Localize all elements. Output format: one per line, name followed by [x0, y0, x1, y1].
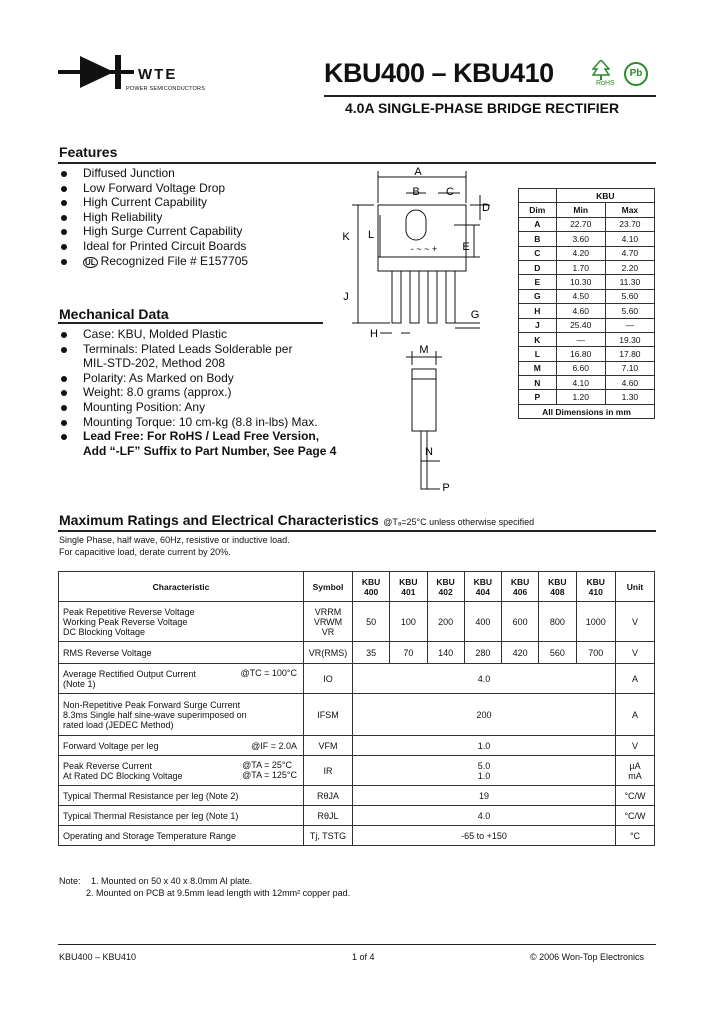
table-row: K — 19.30: [519, 332, 655, 346]
list-item: Ideal for Printed Circuit Boards: [59, 239, 319, 254]
ratings-table: Characteristic Symbol KBU 400 KBU 401 KBU 402 KBU 404 KBU 406 KBU 408 KBU 410 Unit Peak Repetitive Reverse Voltage Working Peak Reverse Voltage DC Blocking Voltage VRRM VRWM VR 50 100 200 400 600 800 1000 V RMS Reverse Voltage VR(RMS) 35 70 140 280 420 560 700 V Average Rectified Output Current (Note 1) @TC = 100°C IO 4.0 A Non-Repetitive Peak Forward Surge Current 8.3ms Single half sine-wave superimposed on rated load (JEDEC Method) IFSM 200 A Forward Voltage per leg @IF = 2.0A VFM 1.0 V Peak Reverse Current At Rated DC Blocking Voltage @TA = 25°C @TA = 125°C IR 5.0 1.0 µA mA Typical Thermal Resistance per leg (Note 2) RθJA 19 °C/W Typical Thermal Resistance per leg (Note 1) RθJL 4.0 °C/W Operating and Storage Temperature Range Tj, TSTG -65 to +150 °C: [58, 571, 655, 846]
rohs-badge: [590, 60, 616, 90]
dim-label-j: J: [343, 291, 349, 303]
page-subtitle: 4.0A SINGLE-PHASE BRIDGE RECTIFIER: [345, 100, 620, 116]
dimension-table: KBU Dim Min Max A 22.70 23.70 B 3.60 4.10 C 4.20 4.70 D 1.70 2.20 E 10.30 11.30 G 4.50 5.60 H 4.60 5.60 J 25.40 — K — 19.30 L 16.80 17.80 M 6.60 7.10 N 4.10 4.60 P 1.20 1.30 All Dimensions in mm: [518, 188, 655, 419]
dim-label-c: C: [446, 186, 454, 198]
note-2: 2. Mounted on PCB at 9.5mm lead length with 12mm² copper pad.: [86, 888, 351, 898]
list-item: Weight: 8.0 grams (approx.): [59, 385, 359, 400]
ratings-note-1: Single Phase, half wave, 60Hz, resistive or inductive load.: [59, 535, 290, 545]
footer-page-number: 1 of 4: [352, 952, 375, 962]
list-item: UL Recognized File # E157705: [59, 254, 319, 271]
table-row: Typical Thermal Resistance per leg (Note 1) RθJL 4.0 °C/W: [59, 806, 655, 826]
table-row: Operating and Storage Temperature Range Tj, TSTG -65 to +150 °C: [59, 826, 655, 846]
footer-left: KBU400 – KBU410: [59, 952, 137, 962]
table-row: Average Rectified Output Current (Note 1) @TC = 100°C IO 4.0 A: [59, 664, 655, 694]
rohs-tree-icon: [592, 60, 610, 82]
list-item: Terminals: Plated Leads Solderable per: [59, 342, 359, 357]
list-item: Low Forward Voltage Drop: [59, 181, 319, 196]
table-row: E 10.30 11.30: [519, 275, 655, 289]
list-item: Mounting Position: Any: [59, 400, 359, 415]
dim-label-g: G: [470, 309, 480, 321]
ratings-note-2: For capacitive load, derate current by 20%.: [59, 547, 231, 557]
dim-label-l: L: [367, 229, 375, 241]
list-item: High Current Capability: [59, 195, 319, 210]
table-row: N 4.10 4.60: [519, 376, 655, 390]
list-item: Lead Free: For RoHS / Lead Free Version,: [59, 429, 359, 444]
list-item: Diffused Junction: [59, 166, 319, 181]
table-row: Peak Reverse Current At Rated DC Blocking Voltage @TA = 25°C @TA = 125°C IR 5.0 1.0 µA mA: [59, 756, 655, 786]
ratings-title: Maximum Ratings and Electrical Characteristics: [59, 512, 379, 528]
polarity-marking: - ~ ~ +: [410, 244, 438, 254]
footer-copyright: © 2006 Won-Top Electronics: [530, 952, 645, 962]
table-row: B 3.60 4.10: [519, 232, 655, 246]
dim-label-h: H: [370, 328, 378, 340]
dim-label-n: N: [425, 446, 433, 458]
dim-label-p: P: [442, 482, 450, 494]
ratings-rule: [58, 530, 656, 532]
footer-rule: [58, 944, 656, 945]
dim-label-b: B: [412, 186, 420, 198]
ratings-condition: @Tₐ=25°C unless otherwise specified: [383, 517, 535, 527]
table-row: P 1.20 1.30: [519, 390, 655, 404]
dim-label-a: A: [414, 166, 422, 178]
table-row: RMS Reverse Voltage VR(RMS) 35 70 140 280 420 560 700 V: [59, 642, 655, 664]
notes: Note: 1. Mounted on 50 x 40 x 8.0mm Al plate.: [59, 876, 253, 886]
table-row: Peak Repetitive Reverse Voltage Working Peak Reverse Voltage DC Blocking Voltage VRRM VRWM VR 50 100 200 400 600 800 1000 V: [59, 602, 655, 642]
ul-logo-icon: UL: [85, 257, 96, 267]
list-item: Mounting Torque: 10 cm-kg (8.8 in-lbs) Max.: [59, 415, 359, 430]
features-list: [59, 166, 319, 270]
header-rule: [324, 95, 656, 97]
table-row: M 6.60 7.10: [519, 361, 655, 375]
page-title: KBU400 – KBU410: [324, 58, 554, 88]
features-title: Features: [59, 144, 118, 160]
table-row: Non-Repetitive Peak Forward Surge Current 8.3ms Single half sine-wave superimposed on rated load (JEDEC Method) IFSM 200 A: [59, 694, 655, 736]
table-row: C 4.20 4.70: [519, 246, 655, 260]
list-item: Polarity: As Marked on Body: [59, 371, 359, 386]
rohs-label: RoHS: [596, 80, 615, 87]
dim-label-e: E: [462, 241, 470, 253]
table-row: D 1.70 2.20: [519, 260, 655, 274]
list-item: MIL-STD-202, Method 208: [83, 356, 226, 371]
list-item: High Reliability: [59, 210, 319, 225]
list-item: High Surge Current Capability: [59, 224, 319, 239]
dim-label-m: M: [419, 344, 429, 356]
company-logo: [58, 52, 218, 97]
list-item: Add “-LF” Suffix to Part Number, See Page 4: [83, 443, 337, 458]
mechanical-list: [59, 327, 359, 458]
mechanical-title: Mechanical Data: [59, 306, 169, 322]
table-row: Typical Thermal Resistance per leg (Note 2) RθJA 19 °C/W: [59, 786, 655, 806]
table-row: H 4.60 5.60: [519, 304, 655, 318]
dim-label-k: K: [342, 231, 350, 243]
mechanical-rule: [58, 322, 323, 324]
list-item: Case: KBU, Molded Plastic: [59, 327, 359, 342]
logo-subtext: POWER SEMICONDUCTORS: [126, 86, 206, 92]
dim-label-d: D: [482, 202, 490, 214]
pb-free-badge: [624, 62, 648, 86]
table-row: J 25.40 —: [519, 318, 655, 332]
package-outline-diagram: [330, 165, 500, 500]
ratings-title-row: [59, 512, 534, 530]
table-row: A 22.70 23.70: [519, 217, 655, 231]
table-row: G 4.50 5.60: [519, 289, 655, 303]
table-row: L 16.80 17.80: [519, 347, 655, 361]
pb-label: Pb: [629, 68, 643, 79]
logo-text: WTE: [138, 66, 178, 83]
table-row: Forward Voltage per leg @IF = 2.0A VFM 1.0 V: [59, 736, 655, 756]
features-rule: [58, 162, 656, 164]
